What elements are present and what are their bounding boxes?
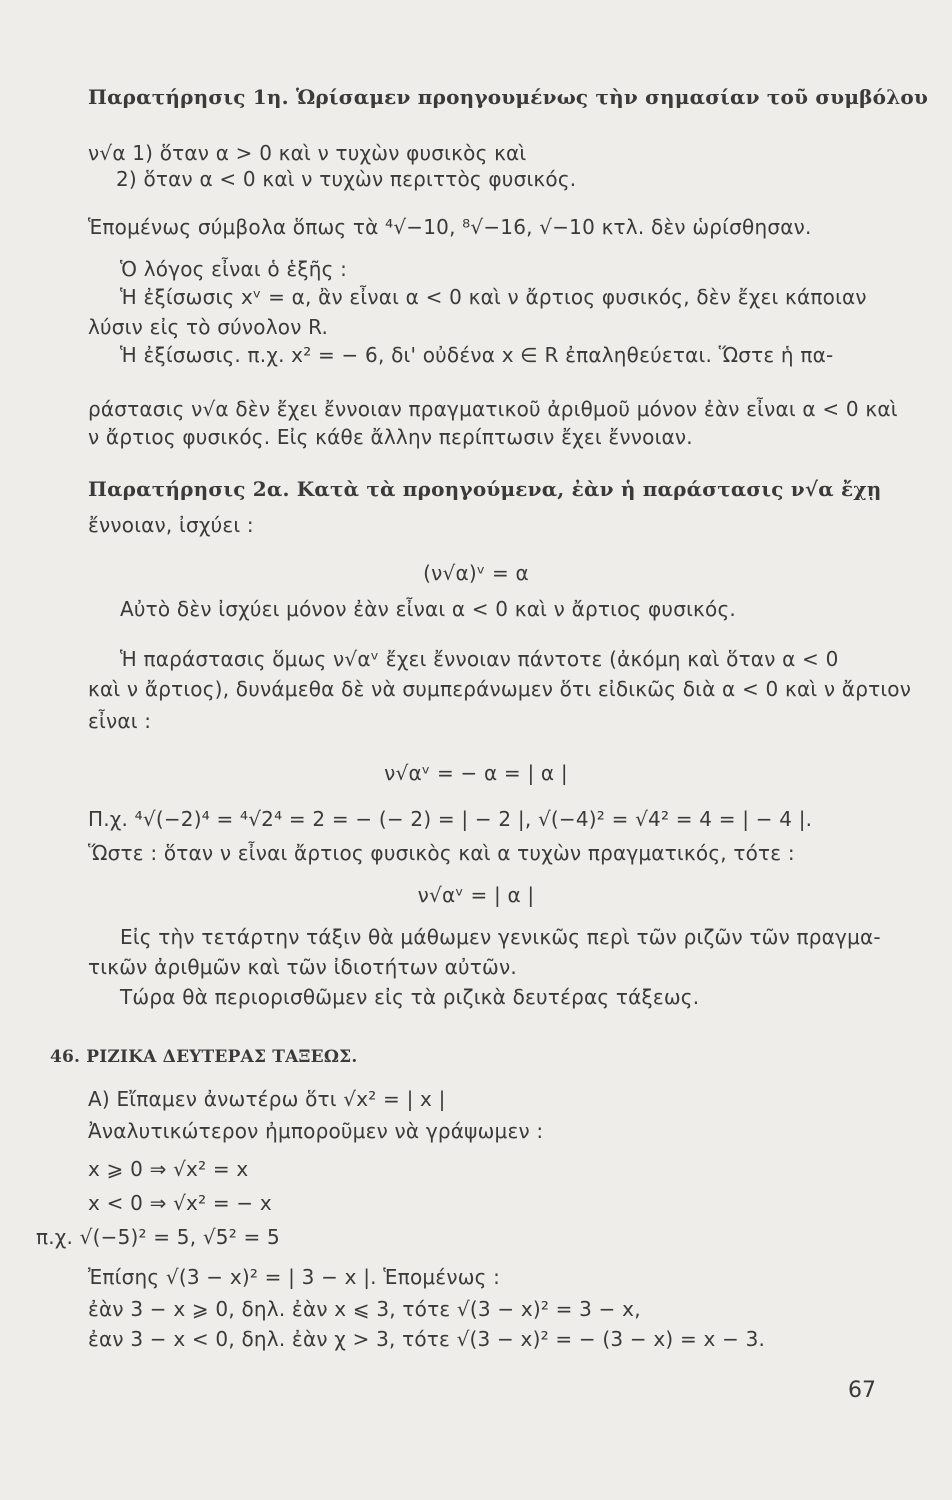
text-line: Ἡ ἐξίσωσις xᵛ = α, ἂν εἶναι α < 0 καὶ ν ἄρτιος φυσικός, δὲν ἔχει κάποιαν — [120, 285, 867, 309]
text-line: Ἑπομένως σύμβολα ὅπως τὰ ⁴√−10, ⁸√−16, √−10 κτλ. δὲν ὡρίσθησαν. — [88, 215, 812, 239]
text-line: Ἀναλυτικώτερον ἠμποροῦμεν νὰ γράψωμεν : — [88, 1119, 544, 1143]
text-line: ράστασις ν√α δὲν ἔχει ἔννοιαν πραγματικοῦ ἀριθμοῦ μόνον ἐὰν εἶναι α < 0 καὶ — [88, 397, 898, 421]
text-line: ν√α 1) ὅταν α > 0 καὶ ν τυχὼν φυσικὸς καὶ — [88, 141, 527, 165]
text-line: εἶναι : — [88, 709, 152, 733]
text-line: ἐὰν 3 − x ⩾ 0, δηλ. ἐὰν x ⩽ 3, τότε √(3 − x)² = 3 − x, — [88, 1297, 641, 1321]
text-line: 2) ὅταν α < 0 καὶ ν τυχὼν περιττὸς φυσικός. — [116, 167, 577, 191]
example-line: π.χ. √(−5)² = 5, √5² = 5 — [36, 1225, 280, 1249]
example-line: Π.χ. ⁴√(−2)⁴ = ⁴√2⁴ = 2 = − (− 2) = | − 2 |, √(−4)² = √4² = 4 = | − 4 |. — [88, 807, 813, 831]
formula-line: x ⩾ 0 ⇒ √x² = x — [88, 1157, 249, 1181]
formula-line: ν√αᵛ = | α | — [417, 883, 535, 907]
text-line: τικῶν ἀριθμῶν καὶ τῶν ἰδιοτήτων αὐτῶν. — [88, 955, 517, 979]
text-line: Ἡ παράστασις ὅμως ν√αᵛ ἔχει ἔννοιαν πάντοτε (ἀκόμη καὶ ὅταν α < 0 — [120, 647, 839, 671]
text-line: ν ἄρτιος φυσικός. Εἰς κάθε ἄλλην περίπτωσιν ἔχει ἔννοιαν. — [88, 425, 693, 449]
formula-line: (ν√α)ᵛ = α — [423, 561, 529, 585]
text-line: Ἡ ἐξίσωσις. π.χ. x² = − 6, δι' οὐδένα x ∈ R ἐπαληθεύεται. Ὥστε ἡ πα- — [120, 343, 834, 367]
text-line: καὶ ν ἄρτιος), δυνάμεθα δὲ νὰ συμπεράνωμεν ὅτι εἰδικῶς διὰ α < 0 καὶ ν ἄρτιον — [88, 677, 912, 701]
text-line: Ὁ λόγος εἶναι ὁ ἑξῆς : — [120, 257, 348, 281]
text-line: Ὥστε : ὅταν ν εἶναι ἄρτιος φυσικὸς καὶ α τυχὼν πραγματικός, τότε : — [88, 841, 795, 865]
text-line: Ἐπίσης √(3 − x)² = | 3 − x |. Ἑπομένως : — [88, 1265, 501, 1289]
text-line: Αὐτὸ δὲν ἰσχύει μόνον ἐὰν εἶναι α < 0 καὶ ν ἄρτιος φυσικός. — [120, 597, 736, 621]
remark-2-line: Παρατήρησις 2α. Κατὰ τὰ προηγούμενα, ἐὰν ἡ παράστασις ν√α ἔχῃ — [88, 477, 882, 501]
section-heading: 46. ΡΙΖΙΚΑ ΔΕΥΤΕΡΑΣ ΤΑΞΕΩΣ. — [50, 1047, 358, 1067]
page-number: 67 — [848, 1378, 876, 1403]
text-line: ἐαν 3 − x < 0, δηλ. ἐὰν χ > 3, τότε √(3 − x)² = − (3 − x) = x − 3. — [88, 1327, 766, 1351]
formula-line: x < 0 ⇒ √x² = − x — [88, 1191, 272, 1215]
text-line: Α) Εἴπαμεν ἀνωτέρω ὅτι √x² = | x | — [88, 1087, 446, 1111]
text-line: Εἰς τὴν τετάρτην τάξιν θὰ μάθωμεν γενικῶς περὶ τῶν ριζῶν τῶν πραγμα- — [120, 925, 881, 949]
text-line: ἔννοιαν, ἰσχύει : — [88, 513, 254, 537]
remark-1-line: Παρατήρησις 1η. Ὡρίσαμεν προηγουμένως τὴν σημασίαν τοῦ συμβόλου — [88, 85, 929, 109]
formula-line: ν√αᵛ = − α = | α | — [384, 761, 568, 785]
text-line: Τώρα θὰ περιορισθῶμεν εἰς τὰ ριζικὰ δευτέρας τάξεως. — [120, 985, 700, 1009]
text-line: λύσιν εἰς τὸ σύνολον R. — [88, 315, 329, 339]
